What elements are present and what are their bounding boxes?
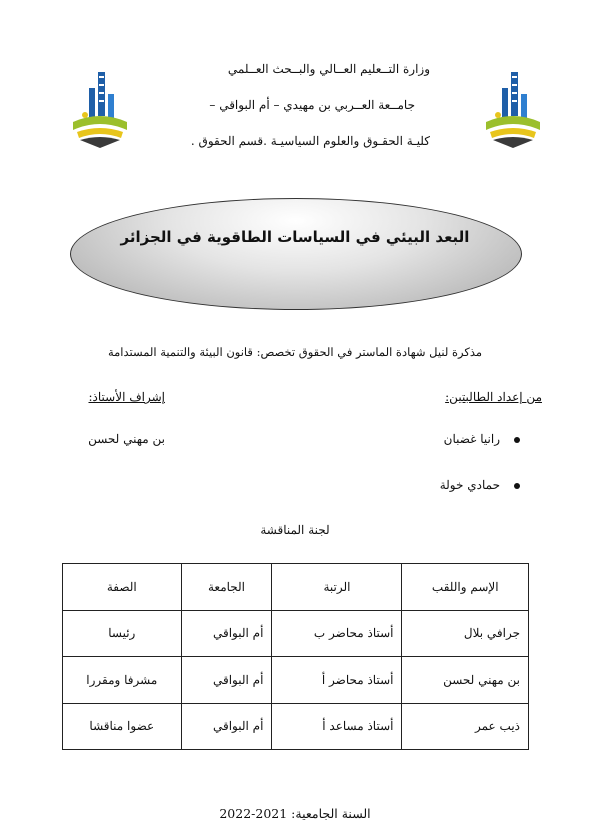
- column-header-name: الإسم واللقب: [402, 564, 529, 611]
- member-university: أم البواقي: [181, 703, 272, 750]
- university-logo-left: [65, 70, 135, 165]
- faculty-name: كليـة الحقـوق والعلوم السياسيـة .قسم الحقوق .: [190, 134, 430, 148]
- member-name: ذيب عمر: [402, 703, 529, 750]
- table-header-row: [63, 564, 529, 611]
- member-role: رئيسا: [63, 610, 182, 657]
- column-header-rank: الرتبة: [272, 564, 402, 611]
- member-name: جرافي بلال: [402, 610, 529, 657]
- member-role: عضوا مناقشا: [63, 703, 182, 750]
- thesis-title: البعد البيئي في السياسات الطاقوية في الجزائر: [120, 228, 470, 246]
- column-header-university: الجامعة: [181, 564, 272, 611]
- member-role: مشرفا ومقررا: [63, 657, 182, 704]
- committee-title: لجنة المناقشة: [260, 523, 330, 537]
- student-name: رانيا غضبان: [443, 432, 500, 446]
- supervisor-label: إشراف الأستاذ:: [88, 390, 165, 404]
- member-university: أم البواقي: [181, 610, 272, 657]
- student-item: [440, 478, 520, 492]
- thesis-subtitle: مذكرة لنيل شهادة الماستر في الحقوق تخصص: قانون البيئة والتنمية المستدامة: [107, 345, 483, 359]
- supervisor-name: بن مهني لحسن: [88, 432, 165, 446]
- member-rank: أستاذ مساعد أ: [272, 703, 402, 750]
- student-name: حمادي خولة: [439, 478, 500, 492]
- university-logo-right: [478, 70, 548, 165]
- table-row: [63, 657, 529, 704]
- academic-year: السنة الجامعية: 2021-2022: [219, 806, 371, 821]
- member-university: أم البواقي: [181, 657, 272, 704]
- member-rank: أستاذ محاضر ب: [272, 610, 402, 657]
- university-name: جامــعة العــربي بن مهيدي – أم البواقي –: [209, 98, 415, 112]
- title-ellipse: [70, 198, 522, 310]
- column-header-role: الصفة: [63, 564, 182, 611]
- committee-table: [62, 563, 529, 750]
- bullet-icon: [514, 483, 520, 489]
- ministry-name: وزارة التــعليم العــالي والبــحث العــلمي: [227, 62, 430, 76]
- bullet-icon: [514, 437, 520, 443]
- member-name: بن مهني لحسن: [402, 657, 529, 704]
- student-item: [444, 432, 520, 446]
- member-rank: أستاذ محاضر أ: [272, 657, 402, 704]
- students-label: من إعداد الطالبتين:: [445, 390, 542, 404]
- table-row: [63, 610, 529, 657]
- table-row: [63, 703, 529, 750]
